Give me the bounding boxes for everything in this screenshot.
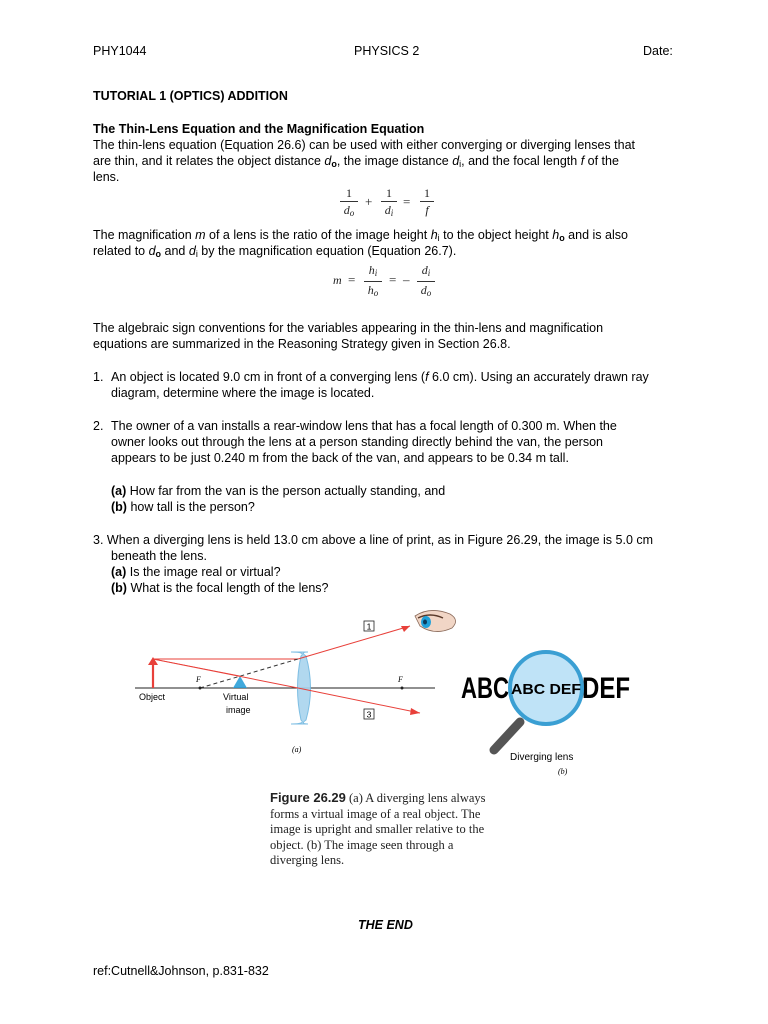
panel-b-label: (b) <box>558 767 568 776</box>
section-heading: The Thin-Lens Equation and the Magnification Equation <box>93 122 425 136</box>
the-end: THE END <box>358 918 413 932</box>
object-label: Object <box>139 692 166 702</box>
magnification-line-2: related to $d_o$ and $d_i$ by the magnification equation (Equation 26.7). <box>93 244 457 259</box>
q2-part-b: (b) how tall is the person? <box>111 500 255 514</box>
course-code: PHY1044 <box>93 44 147 58</box>
magnifier-handle <box>494 722 520 750</box>
figure-caption: Figure 26.29 (a) A diverging lens always forms a virtual image of a real object. The image is upright and smaller relative to the object. (b) The image seen through a diverging lens. <box>270 790 486 867</box>
ray-3-refracted <box>298 688 420 713</box>
page-title: TUTORIAL 1 (OPTICS) ADDITION <box>93 89 288 103</box>
intro-line-3: lens. <box>93 170 120 184</box>
magnification-line-1: The magnification m of a lens is the ratio of the image height $h_i$ to the object height $h_o$ and is also <box>93 228 628 243</box>
magnified-text: ABC DEF <box>511 681 581 698</box>
q3-part-b: (b) What is the focal length of the lens? <box>111 581 329 595</box>
focal-label-left: F <box>196 675 201 684</box>
intro-line-2: are thin, and it relates the object distance $d_o$, the image distance $d_i$, and the focal length f of the <box>93 154 619 169</box>
thin-lens-equation: 1 $d_o$ + 1 $d_i$ = 1 f <box>340 186 440 222</box>
ray-1-refracted <box>298 626 410 659</box>
q1-number: 1. <box>93 370 104 384</box>
q3-line-2: beneath the lens. <box>111 549 207 563</box>
ray-3-arrowhead <box>410 708 420 715</box>
q2-number: 2. <box>93 419 104 433</box>
magnifier-figure <box>458 650 638 778</box>
big-text-right: DEF <box>582 672 630 705</box>
reference: ref:Cutnell&Johnson, p.831-832 <box>93 964 269 978</box>
focal-label-right: F <box>398 675 403 684</box>
ray-1-arrowhead <box>401 626 410 632</box>
ray-diagram-figure <box>130 600 470 760</box>
ray-1-extension <box>200 659 298 688</box>
sign-conventions-line-2: equations are summarized in the Reasoning Strategy given in Section 26.8. <box>93 337 511 351</box>
intro-line-1: The thin-lens equation (Equation 26.6) can be used with either converging or diverging lenses that <box>93 138 636 152</box>
eye-icon <box>415 610 456 631</box>
virtual-label-1: Virtual <box>223 692 249 702</box>
q2-line-3: appears to be just 0.240 m from the back of the van, and appears to be 0.34 m tall. <box>111 451 569 465</box>
ray-to-image <box>153 659 240 676</box>
q3-line-1: 3. When a diverging lens is held 13.0 cm above a line of print, as in Figure 26.29, the image is 5.0 cm <box>93 533 654 547</box>
q3-part-a: (a) Is the image real or virtual? <box>111 565 281 579</box>
diverging-lens-label: Diverging lens <box>510 752 574 763</box>
q1-line-1: An object is located 9.0 cm in front of a converging lens (f 6.0 cm). Using an accurately drawn ray <box>111 370 649 384</box>
q2-line-1: The owner of a van installs a rear-window lens that has a focal length of 0.300 m. When the <box>111 419 617 433</box>
magnification-equation: m = $h_i$ $h_o$ = – $d_i$ $d_o$ <box>333 263 443 299</box>
sign-conventions-line-1: The algebraic sign conventions for the variables appearing in the thin-lens and magnification <box>93 321 604 335</box>
big-text-left: ABC <box>461 672 509 705</box>
focal-point-right <box>401 687 404 690</box>
focal-point-left <box>199 687 202 690</box>
virtual-label-2: image <box>226 705 251 715</box>
date-label: Date: <box>643 44 673 58</box>
panel-a-label: (a) <box>292 745 302 754</box>
object-arrowhead <box>148 657 158 665</box>
q2-part-a: (a) How far from the van is the person actually standing, and <box>111 484 446 498</box>
course-name: PHYSICS 2 <box>354 44 420 58</box>
q2-line-2: owner looks out through the lens at a person standing directly behind the van, the person <box>111 435 603 449</box>
ray-1-label: 1 <box>366 621 372 632</box>
q1-line-2: diagram, determine where the image is located. <box>111 386 375 400</box>
ray-3-label: 3 <box>366 709 372 720</box>
